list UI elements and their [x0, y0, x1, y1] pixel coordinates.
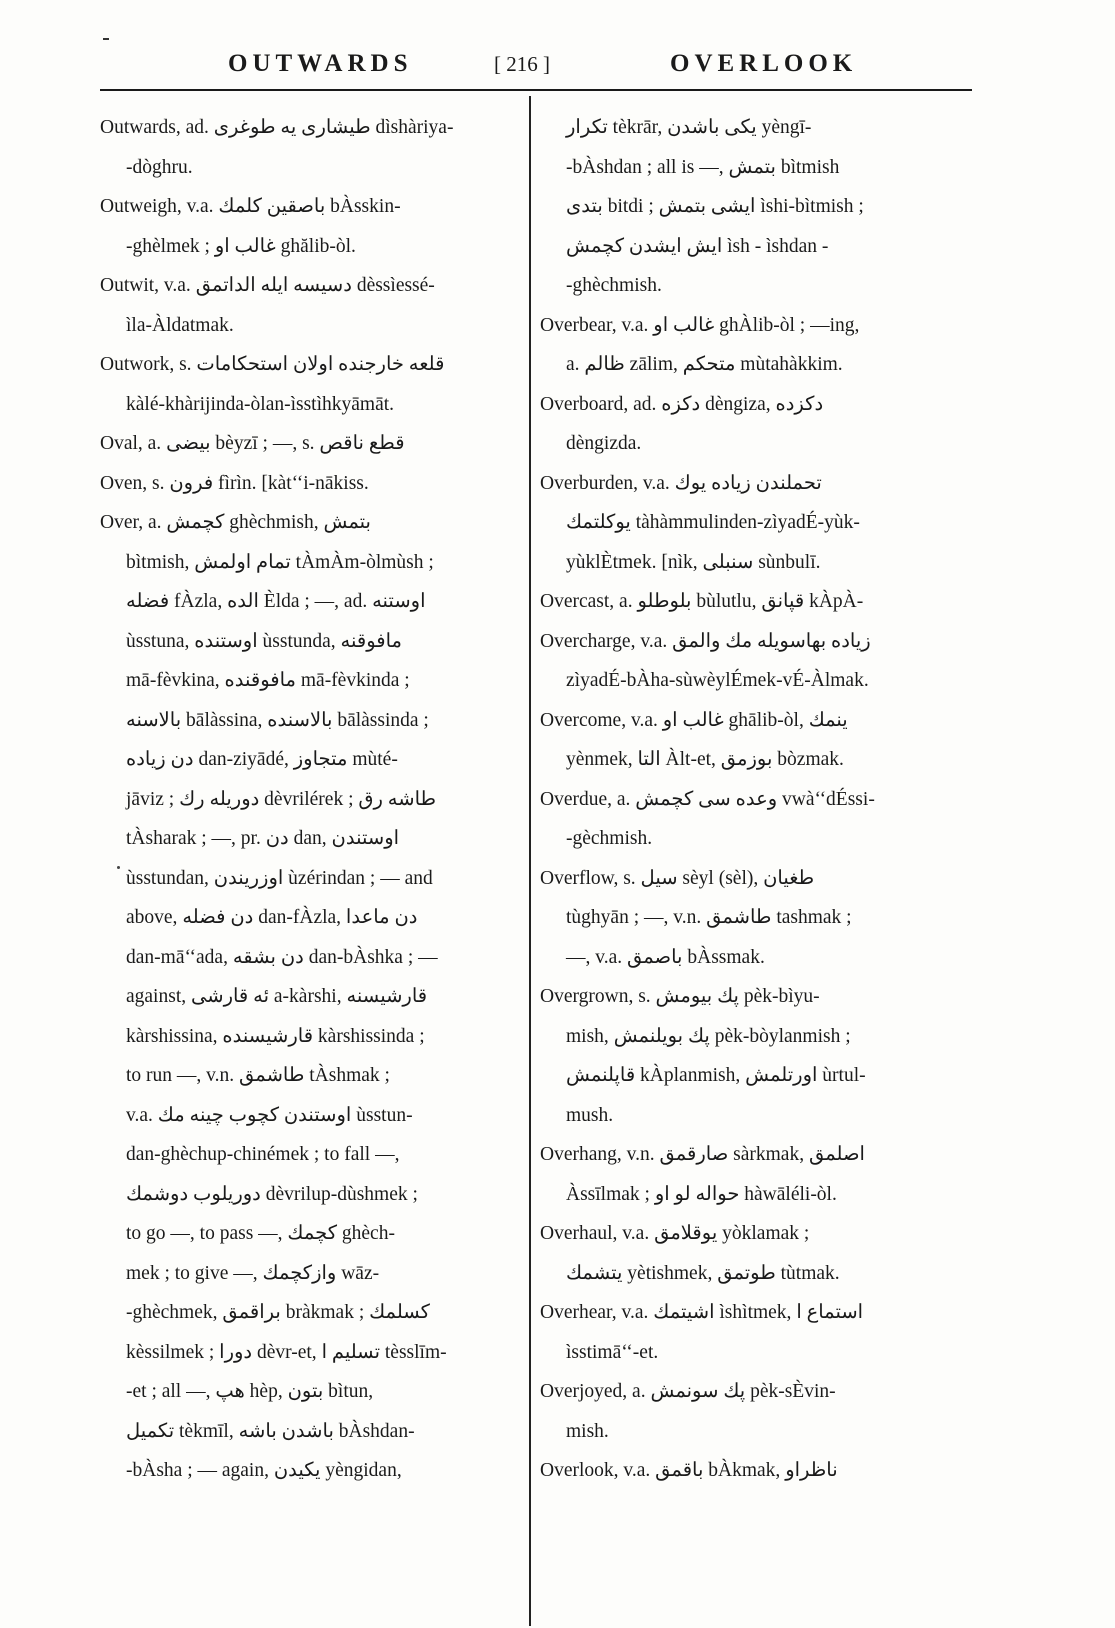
dictionary-line: -ghèlmek ; غالب او ghălib-òl.	[126, 235, 356, 257]
dictionary-line: bìtmish, تمام اولمش tÀmÀm-òlmùsh ;	[126, 551, 434, 573]
dictionary-line: -bÀshdan ; all is —, بتمش bìtmish	[566, 156, 840, 178]
header-left-guide-word: OUTWARDS	[228, 50, 413, 77]
dictionary-line: فضله fÀzla, الده Èlda ; —, ad. اوستنه	[126, 591, 426, 612]
dictionary-line: ìla-Àldatmak.	[126, 314, 234, 336]
dictionary-line: Outweigh, v.a. باصقين كلمك bÀsskin-	[100, 196, 401, 217]
dictionary-line: Overhaul, v.a. يوقلامق yòklamak ;	[540, 1223, 810, 1244]
dictionary-line: Overhear, v.a. اشيتمك ìshìtmek, استماع ا	[540, 1302, 864, 1323]
dictionary-line: Oval, a. بيضى bèyzī ; —, s. قطع ناقص	[100, 433, 405, 454]
dictionary-line: Overjoyed, a. پك سونمش pèk-sÈvin-	[540, 1381, 836, 1402]
dictionary-line: dan-ghèchup-chinémek ; to fall —,	[126, 1144, 400, 1165]
dictionary-line: v.a. اوستندن كچوب چينه مك ùsstun-	[126, 1104, 413, 1126]
dictionary-line: tÀsharak ; —, pr. دن dan, اوستندن	[126, 828, 400, 849]
dictionary-line: -et ; all —, هپ hèp, بتون bìtun,	[126, 1381, 374, 1402]
dictionary-line: تكرار tèkrār, يكى باشدن yèngī-	[566, 117, 812, 138]
dictionary-line: Overcome, v.a. غالب او ghālib-òl, ينمك	[540, 709, 848, 731]
dictionary-line: Overlook, v.a. باقمق bÀkmak, ناظراو	[540, 1460, 838, 1481]
dictionary-line: mush.	[566, 1104, 614, 1126]
dictionary-line: Outwit, v.a. دسيسه ايله الداتمق dèssìessé-	[100, 275, 435, 296]
dictionary-line: Overboard, ad. دكزه dèngiza, دكزده	[540, 393, 824, 415]
left-column	[100, 108, 520, 1491]
dictionary-line: Àssīlmak ; حواله لو او hàwāléli-òl.	[566, 1183, 837, 1205]
page-number: [ 216 ]	[494, 52, 550, 76]
dictionary-line: دوريلوب دوشمك dèvrilup-dùshmek ;	[126, 1183, 418, 1205]
dictionary-line: دن زياده dan-ziyādé, متجاوز mùté-	[126, 749, 398, 770]
dictionary-line: yùklÈtmek. [nìk, سنبلى sùnbulī.	[566, 551, 821, 573]
dictionary-line: ùsstuna, اوستنده ùsstunda, مافوقنه	[126, 630, 402, 652]
dictionary-line: Oven, s. فرون fìrìn. [kàt‘‘i-nākiss.	[100, 472, 369, 494]
margin-speck	[117, 866, 120, 869]
dictionary-line: Overgrown, s. پك بيومش pèk-bìyu-	[540, 986, 820, 1007]
dictionary-line: to go —, to pass —, كچمك ghèch-	[126, 1223, 395, 1244]
dictionary-line: يتشمك yètishmek, طوتمق tùtmak.	[566, 1262, 840, 1284]
dictionary-line: to run —, v.n. طاشمق tÀshmak ;	[126, 1065, 390, 1086]
dictionary-line: Overdue, a. وعده سى كچمش vwà‘‘dÉssi-	[540, 788, 875, 810]
right-column	[540, 108, 972, 1491]
dictionary-line: kèssilmek ; دورا dèvr-et, تسليم ا tèsslīm-	[126, 1341, 447, 1363]
page-header	[100, 50, 980, 84]
dictionary-line: يوكلتمك tàhàmmulinden-zìyadÉ-yùk-	[566, 512, 860, 533]
dictionary-line: ìsstimā‘‘-et.	[566, 1341, 659, 1363]
dictionary-line: against, ئه قارشى a-kàrshi, قارشيسنه	[126, 986, 428, 1007]
dictionary-line: بتدى bitdi ; ايشى بتمش ìshi-bìtmish ;	[566, 196, 864, 217]
dictionary-line: Overbear, v.a. غالب او ghÀlib-òl ; —ing,	[540, 314, 860, 336]
dictionary-line: a. ظالم zālim, متحكم mùtahàkkim.	[566, 354, 843, 375]
dictionary-line: mek ; to give —, وازكچمك wāz-	[126, 1262, 380, 1284]
dictionary-line: -ghèchmish.	[566, 275, 662, 296]
dictionary-line: mish, پك بويلنمش pèk-bòylanmish ;	[566, 1025, 851, 1047]
dictionary-line: -ghèchmek, براقمق bràkmak ; كسلمك	[126, 1302, 430, 1323]
dictionary-line: Over, a. كچمش ghèchmish, بتمش	[100, 512, 371, 533]
dictionary-line: kàrshissina, قارشيسنده kàrshissinda ;	[126, 1025, 425, 1047]
dictionary-line: tùghyān ; —, v.n. طاشمق tashmak ;	[566, 907, 852, 928]
dictionary-line: zìyadÉ-bÀha-sùwèylÉmek-vÉ-Àlmak.	[566, 670, 869, 691]
dictionary-line: قاپلنمش kÀplanmish, اورتلمش ùrtul-	[566, 1065, 866, 1086]
dictionary-line: Overcast, a. بلوطلو bùlutlu, قپانق kÀpÀ-	[540, 591, 864, 612]
dictionary-line: yènmek, التا Àlt-et, بوزمق bòzmak.	[566, 749, 844, 770]
dictionary-line: above, دن فضله dan-fÀzla, دن ماعدا	[126, 907, 418, 928]
dictionary-line: kàlé-khàrijinda-òlan-ìsstìhkyāmāt.	[126, 393, 395, 415]
dictionary-line: Overcharge, v.a. زياده بهاسويله مك والمق	[540, 630, 871, 652]
dictionary-line: بالاسنه bālàssina, بالاسنده bālàssinda ;	[126, 709, 429, 731]
dictionary-line: Overhang, v.n. صارقمق sàrkmak, اصلمق	[540, 1144, 865, 1165]
dictionary-line: mā-fèvkina, مافوقنده mā-fèvkinda ;	[126, 670, 410, 691]
dictionary-line: mish.	[566, 1420, 609, 1442]
dictionary-line: Outwards, ad. طيشارى يه طوغرى dìshàriya-	[100, 117, 454, 138]
dictionary-line: ايش ايشدن كچمش ìsh - ìshdan -	[566, 235, 829, 257]
dictionary-line: —, v.a. باصمق bÀssmak.	[566, 946, 765, 968]
dictionary-line: -bÀsha ; — again, يكيدن yèngidan,	[126, 1460, 402, 1481]
dictionary-line: Overburden, v.a. تحملندن زياده يوك	[540, 472, 822, 494]
dictionary-line: dèngizda.	[566, 433, 642, 454]
column-divider	[529, 96, 531, 1626]
dictionary-line: jāviz ; دوريله رك dèvrilérek ; طاشه رق	[126, 788, 437, 810]
dictionary-line: Outwork, s. قلعه خارجنده اولان استحكامات	[100, 354, 445, 375]
header-right-guide-word: OVERLOOK	[670, 50, 858, 77]
corner-mark	[103, 38, 109, 40]
dictionary-line: Overflow, s. سيل sèyl (sèl), طغيان	[540, 867, 815, 889]
dictionary-line: تكميل tèkmīl, باشدن باشه bÀshdan-	[126, 1420, 415, 1442]
dictionary-line: -dòghru.	[126, 156, 193, 178]
dictionary-line: ùsstundan, اوزريندن ùzérindan ; — and	[126, 867, 433, 889]
dictionary-line: dan-mā‘‘ada, دن بشقه dan-bÀshka ; —	[126, 946, 438, 968]
header-rule	[100, 89, 972, 91]
dictionary-line: -gèchmish.	[566, 828, 653, 849]
